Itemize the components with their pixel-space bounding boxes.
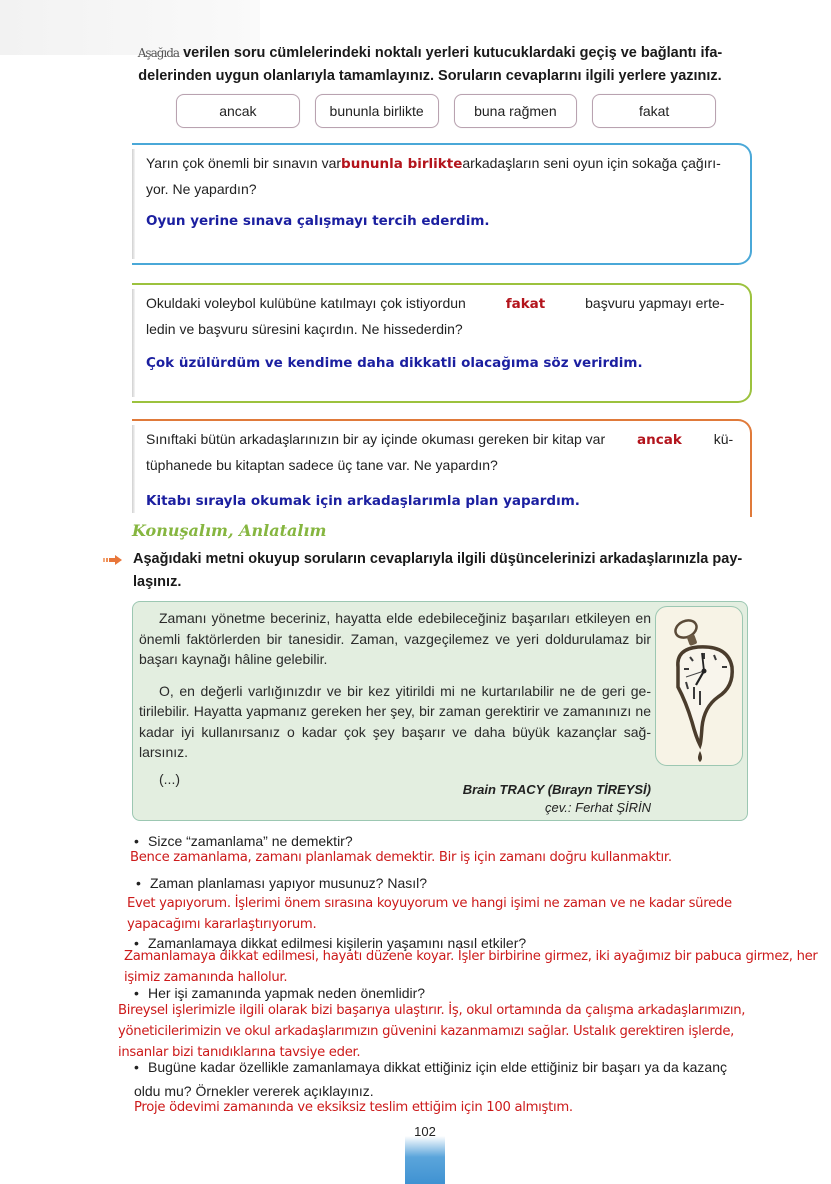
answer-text[interactable]: Çok üzülürdüm ve kendime daha dikkatli olacağıma söz verirdim. — [146, 355, 643, 371]
instruction-garbled-word: Aşağıda — [137, 46, 180, 60]
question-text: Her işi zamanında yapmak neden önemlidir? — [148, 985, 426, 1001]
chip-bununla-birlikte[interactable]: bununla birlikte — [315, 94, 439, 128]
discussion-question-2 — [136, 872, 427, 894]
reading-paragraph-1: Zamanı yönetme beceriniz, hayatta elde edebileceğiniz başarıları etkileyen en önemli faktörlerden bir tanesidir. Zaman, vazgeçilemez ve yeri doldurulamaz bir başarı kaynağı hâline gelebilir. — [139, 610, 651, 667]
reading-translator: çev.: Ferhat ŞİRİN — [545, 800, 651, 815]
exercise-instruction — [110, 42, 750, 88]
question-text: Zaman planlaması yapıyor musunuz? Nasıl? — [150, 875, 428, 891]
melting-clock-image — [655, 606, 743, 766]
bullet-icon: • — [134, 833, 139, 849]
bullet-icon: • — [134, 935, 139, 951]
answer-text[interactable]: Oyun yerine sınava çalışmayı tercih ederdim. — [146, 213, 490, 229]
question-text — [146, 151, 738, 202]
question-text — [146, 427, 738, 478]
reading-author: Brain TRACY (Bırayn TİREYSİ) — [462, 782, 651, 797]
melting-clock-icon — [656, 607, 743, 766]
chip-ancak[interactable]: ancak — [176, 94, 300, 128]
filled-blank[interactable]: fakat — [505, 296, 546, 312]
transition-word-chips — [176, 94, 716, 128]
question-after: arkadaşların seni oyun için sokağa çağırı-yor. Ne yapardın? — [146, 155, 721, 197]
discussion-answer-3[interactable]: Zamanlamaya dikkat edilmesi, hayatı düzene koyar. İşler birbirine girmez, iki ayağımız bir pabuca girmez, her işimiz zamanında hallolur. — [124, 949, 818, 985]
chip-buna-ragmen[interactable]: buna rağmen — [454, 94, 578, 128]
arrow-right-icon — [103, 554, 123, 566]
discussion-answer-5[interactable]: Proje ödevimi zamanında ve eksiksiz teslim ettiğim için 100 almıştım. — [134, 1100, 573, 1115]
question-before: Yarın çok önemli bir sınavın var — [146, 155, 342, 171]
discussion-answer-4[interactable]: Bireysel işlerimizle ilgili olarak bizi başarıya ulaştırır. İş, okul ortamında da çalışma arkadaşlarımızın, yöneticilerimizin ve okul arkadaşlarımızın güvenini kazanmamızı sağlar. Ustalık gerektiren işlerde, insanlar bizi tanıdıklarına tavsiye eder. — [118, 1003, 746, 1060]
question-after: başvuru yapmayı erte-ledin ve başvuru süresini kaçırdın. Ne hissederdin? — [146, 295, 725, 337]
section-title: Konuşalım, Anlatalım — [132, 521, 327, 540]
discussion-question-5 — [134, 1055, 754, 1103]
bullet-icon: • — [134, 1059, 139, 1075]
question-text: Bugüne kadar özellikle zamanlamaya dikkat ettiğiniz için elde ettiğiniz bir başarı ya da kazanç oldu mu? Örnekler vererek açıklayınız. — [134, 1059, 727, 1099]
question-text: Zamanlamaya dikkat edilmesi kişilerin yaşamını nasıl etkiler? — [148, 935, 527, 951]
question-box-1 — [132, 143, 752, 265]
reading-paragraph-2: O, en değerli varlığınızdır ve bir kez yitirildi mi ne kurtarılabilir ne de geri ge-tirilebilir. Hayatta yapmanız gereken her şey, bir zaman gerektirir ve zamanınızı ne kadar iyi kullanırsanız o kadar çok şey başarır ve daha büyük kazançlar sağ-larsınız. — [139, 682, 651, 760]
question-before: Sınıftaki bütün arkadaşlarınızın bir ay içinde okuması gereken bir kitap var — [146, 431, 606, 447]
question-text: Sizce “zamanlama” ne demektir? — [148, 833, 353, 849]
bullet-icon: • — [136, 875, 141, 891]
discussion-answer-1[interactable]: Bence zamanlama, zamanı planlamak demektir. Bir iş için zamanı doğru kullanmaktır. — [130, 850, 672, 865]
section-lead: Aşağıdaki metni okuyup soruların cevaplarıyla ilgili düşüncelerinizi arkadaşlarınızla pay-laşınız. — [133, 551, 743, 590]
question-box-2 — [132, 283, 752, 403]
question-text — [146, 291, 738, 342]
question-box-3 — [132, 419, 752, 517]
filled-blank[interactable]: bununla birlikte — [341, 156, 463, 172]
chip-fakat[interactable]: fakat — [592, 94, 716, 128]
question-after: kü-tüphanede bu kitaptan sadece üç tane var. Ne yapardın? — [146, 431, 734, 473]
reading-ellipsis: (...) — [159, 770, 180, 787]
discussion-answer-2[interactable]: Evet yapıyorum. İşlerimi önem sırasına koyuyorum ve hangi işimi ne zaman ve ne kadar sürede yapacağımı kararlaştırıyorum. — [127, 896, 732, 932]
bullet-icon: • — [134, 985, 139, 1001]
question-before: Okuldaki voleybol kulübüne katılmayı çok istiyordun — [146, 295, 466, 311]
filled-blank[interactable]: ancak — [637, 432, 682, 448]
reading-passage-box — [132, 601, 748, 821]
instruction-text: verilen soru cümlelerindeki noktalı yerleri kutucuklardaki geçiş ve bağlantı ifa-delerinden uygun olanlarıyla tamamlayınız. Soruların cevaplarını ilgili yerlere yazınız. — [138, 45, 723, 84]
page-number: 102 — [414, 1124, 436, 1139]
answer-text[interactable]: Kitabı sırayla okumak için arkadaşlarımla plan yapardım. — [146, 493, 580, 509]
